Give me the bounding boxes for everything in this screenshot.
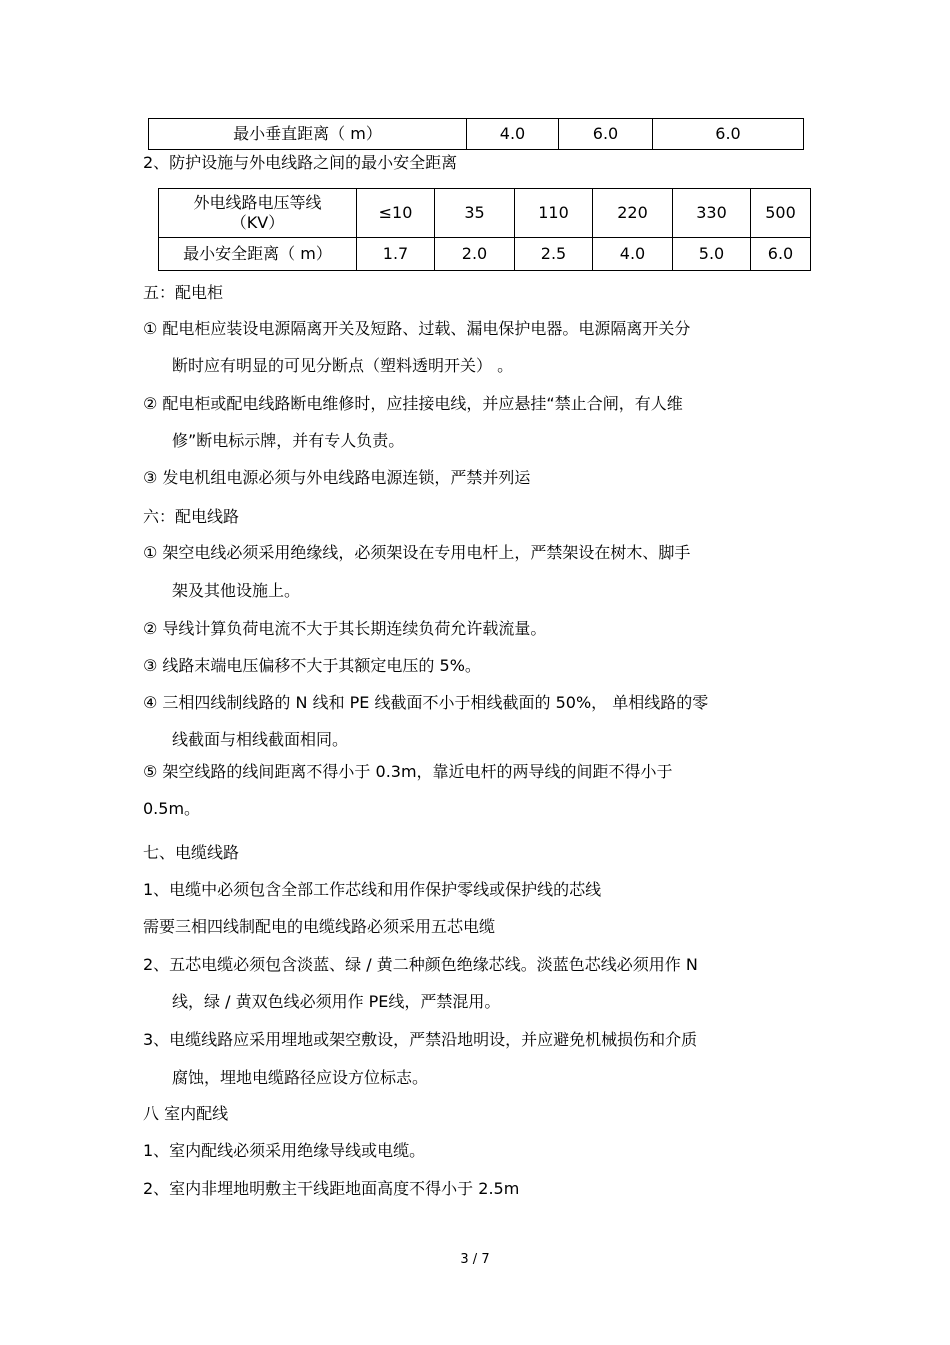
table-header-cell: 330	[673, 189, 751, 238]
list-item-continuation: 断时应有明显的可见分断点（塑料透明开关） 。	[172, 356, 514, 375]
list-item-continuation: 腐蚀，埋地电缆路径应设方位标志。	[172, 1068, 429, 1087]
table-header-row	[159, 189, 811, 238]
list-item: 1、电缆中必须包含全部工作芯线和用作保护零线或保护线的芯线	[143, 880, 602, 899]
section-heading: 五：配电柜	[143, 283, 224, 302]
table-cell: 最小垂直距离（ m）	[149, 119, 467, 150]
table-cell: 2.5	[515, 238, 593, 271]
page-number: 3 / 7	[460, 1252, 490, 1267]
table-header-cell: 220	[593, 189, 673, 238]
table-row	[159, 238, 811, 271]
list-item: 1、室内配线必须采用绝缘导线或电缆。	[143, 1141, 426, 1160]
list-item: 2、五芯电缆必须包含淡蓝、绿 / 黄二种颜色绝缘芯线。淡蓝色芯线必须用作 N	[143, 955, 698, 974]
table-header-cell: 110	[515, 189, 593, 238]
table-cell: 4.0	[593, 238, 673, 271]
table-cell: 1.7	[357, 238, 435, 271]
paragraph-line: 需要三相四线制配电的电缆线路必须采用五芯电缆	[143, 917, 496, 936]
table-cell: 最小安全距离（ m）	[159, 238, 357, 271]
list-item: 3、电缆线路应采用埋地或架空敷设，严禁沿地明设，并应避免机械损伤和介质	[143, 1030, 698, 1049]
table-cell: 4.0	[467, 119, 559, 150]
section-heading: 2、防护设施与外电线路之间的最小安全距离	[143, 153, 458, 172]
list-item: 2、室内非埋地明敷主干线距地面高度不得小于 2.5m	[143, 1179, 520, 1198]
list-item: ① 架空电线必须采用绝缘线，必须架设在专用电杆上，严禁架设在树木、脚手	[143, 543, 691, 562]
list-item: ① 配电柜应装设电源隔离开关及短路、过载、漏电保护电器。电源隔离开关分	[143, 319, 691, 338]
table-cell: 5.0	[673, 238, 751, 271]
list-item-continuation: 0.5m。	[143, 799, 201, 818]
section-heading: 七、电缆线路	[143, 843, 240, 862]
section-heading: 八 室内配线	[143, 1104, 229, 1123]
list-item-continuation: 线，绿 / 黄双色线必须用作 PE线，严禁混用。	[172, 992, 501, 1011]
table-cell: 6.0	[653, 119, 804, 150]
list-item-continuation: 架及其他设施上。	[172, 581, 301, 600]
list-item: ③ 发电机组电源必须与外电线路电源连锁，严禁并列运	[143, 468, 531, 487]
table-cell: 6.0	[751, 238, 811, 271]
table-header-cell: 外电线路电压等线（KV）	[159, 189, 357, 238]
min-vertical-distance-table	[148, 118, 804, 150]
list-item: ② 导线计算负荷电流不大于其长期连续负荷允许载流量。	[143, 619, 547, 638]
table-header-cell: 500	[751, 189, 811, 238]
list-item: ⑤ 架空线路的线间距离不得小于 0.3m，靠近电杆的两导线的间距不得小于	[143, 762, 673, 781]
section-heading: 六：配电线路	[143, 507, 240, 526]
list-item: ③ 线路末端电压偏移不大于其额定电压的 5%。	[143, 656, 481, 675]
table-header-cell: 35	[435, 189, 515, 238]
table-cell: 2.0	[435, 238, 515, 271]
min-safety-distance-table	[158, 188, 811, 271]
table-row	[149, 119, 804, 150]
list-item: ④ 三相四线制线路的 N 线和 PE 线截面不小于相线截面的 50%， 单相线路的零	[143, 693, 709, 712]
table-cell: 6.0	[559, 119, 653, 150]
list-item-continuation: 修”断电标示牌，并有专人负责。	[172, 431, 405, 450]
table-header-cell: ≤10	[357, 189, 435, 238]
list-item-continuation: 线截面与相线截面相同。	[172, 730, 349, 749]
list-item: ② 配电柜或配电线路断电维修时，应挂接电线，并应悬挂“禁止合闸，有人维	[143, 394, 683, 413]
